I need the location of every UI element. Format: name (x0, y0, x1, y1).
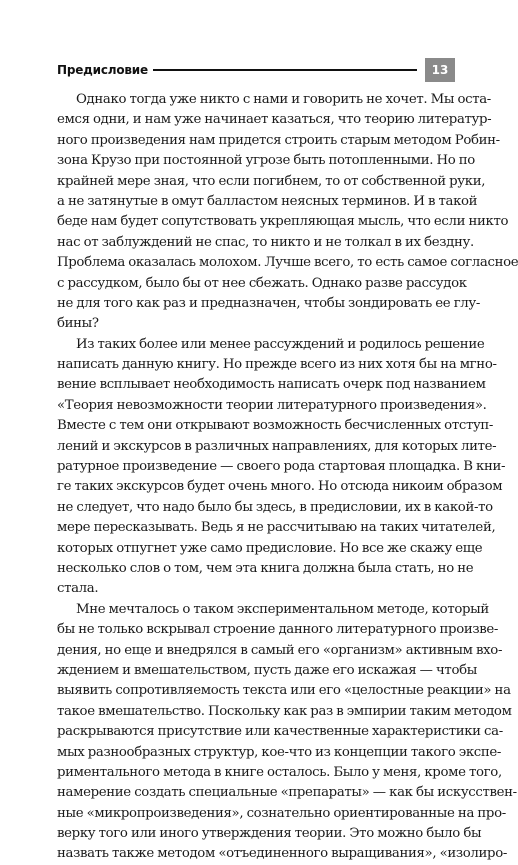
text-line: вение всплывает необходимость написать очерк под названием (57, 377, 486, 393)
paragraph (57, 600, 517, 865)
text-line: Однако тогда уже никто с нами и говорить не хочет. Мы оста- (76, 92, 491, 107)
text-line: дения, но еще и внедрялся в самый его «организм» активным вхо- (57, 642, 503, 658)
text-line: такое вмешательство. Поскольку как раз в эмпирии таким методом (57, 703, 512, 719)
section-title: Предисловие (57, 63, 148, 77)
text-line: назвать также методом «отъединенного выращивания», «изолиро- (57, 846, 507, 862)
text-line: выявить сопротивляемость текста или его «целостные реакции» на (57, 683, 511, 699)
text-line: не следует, что надо было бы здесь, в предисловии, их в какой-то (57, 499, 493, 515)
text-line: зона Крузо при постоянной угрозе быть потопленными. Но по (57, 153, 475, 169)
header-rule (153, 69, 417, 71)
text-line: нас от заблуждений не спас, то никто и не толкал в их бездну. (57, 234, 474, 250)
text-line: ждением и вмешательством, пусть даже его искажая — чтобы (57, 662, 477, 678)
text-line: бины? (57, 316, 99, 332)
text-line: с рассудком, было бы от нее сбежать. Однако разве рассудок (57, 275, 467, 291)
text-line: Проблема оказалась молохом. Лучше всего, то есть самое согласное (57, 255, 518, 271)
text-line: мере пересказывать. Ведь я не рассчитываю на таких читателей, (57, 520, 496, 536)
text-line: Мне мечталось о таком экспериментальном методе, который (76, 601, 489, 617)
paragraph (57, 335, 506, 600)
text-line: мых разнообразных структур, кое-что из концепции такого экспе- (57, 744, 502, 760)
text-line: Из таких более или менее рассуждений и родилось решение (76, 336, 485, 352)
text-line: которых отпугнет уже само предисловие. Но все же скажу еще (57, 540, 483, 556)
text-line: намерение создать специальные «препараты» — как бы искусствен- (57, 785, 517, 801)
text-line: ные «микропроизведения», сознательно ориентированные на про- (57, 805, 506, 821)
text-line: «Теория невозможности теории литературного произведения». (57, 397, 487, 413)
text-line: раскрываются присутствие или качественные характеристики са- (57, 724, 503, 740)
text-line: ратурное произведение — своего рода стартовая площадка. В кни- (57, 459, 506, 475)
text-line: ного произведения нам придется строить старым методом Робин- (57, 132, 500, 148)
text-line: стала. (57, 581, 99, 597)
paragraph (57, 90, 518, 335)
body-text (57, 90, 518, 865)
text-line: беде нам будет сопутствовать укрепляющая мысль, что если никто (57, 214, 509, 230)
text-line: лений и экскурсов в различных направлениях, для которых лите- (57, 438, 497, 454)
text-line: емся одни, и нам уже начинает казаться, что теорию литератур- (57, 112, 492, 128)
text-line: верку того или иного утверждения теории. Это можно было бы (57, 826, 482, 842)
text-line: Вместе с тем они открывают возможность бесчисленных отступ- (57, 418, 494, 434)
running-header (57, 58, 455, 82)
text-line: риментального метода в книге осталось. Было у меня, кроме того, (57, 764, 502, 780)
text-line: написать данную книгу. Но прежде всего из них хотя бы на мгно- (57, 357, 497, 373)
text-line: а не затянутые в омут балластом неясных терминов. И в такой (57, 193, 478, 209)
text-line: бы не только вскрывал строение данного литературного произве- (57, 622, 499, 638)
text-line: крайней мере зная, что если погибнем, то от собственной руки, (57, 173, 486, 189)
page-number: 13 (425, 58, 455, 82)
text-line: ге таких экскурсов будет очень много. Но отсюда никоим образом (57, 479, 503, 495)
text-line: несколько слов о том, чем эта книга должна была стать, но не (57, 560, 474, 576)
text-line: не для того как раз и предназначен, чтобы зондировать ее глу- (57, 295, 481, 311)
